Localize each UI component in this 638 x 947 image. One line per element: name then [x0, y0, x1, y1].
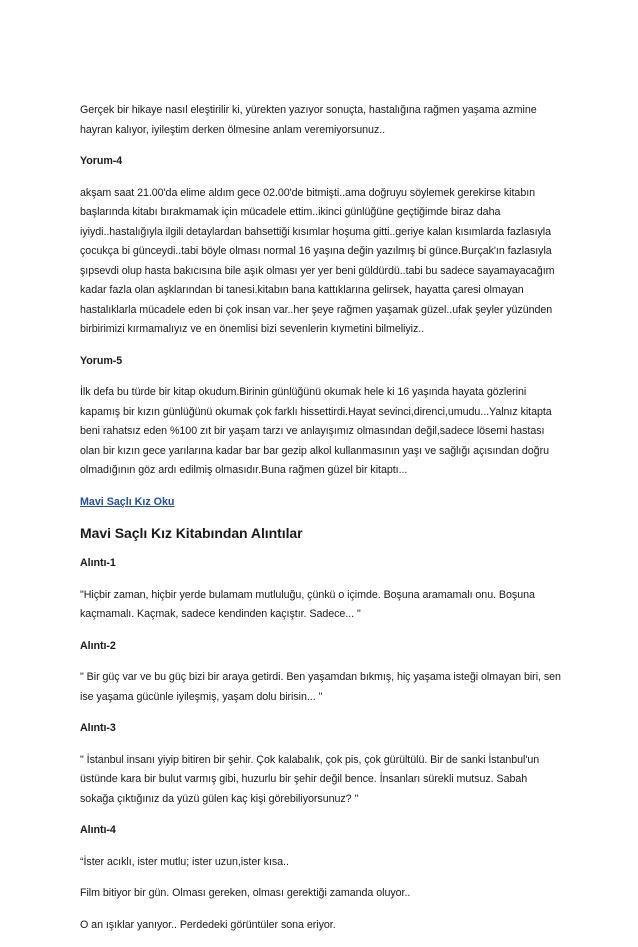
intro-paragraph: Gerçek bir hikaye nasıl eleştirilir ki, yürekten yazıyor sonuçta, hastalığına rağmen yaşama azmine hayran kalıyor, iyileştim derken ölmesine anlam veremiyorsunuz..: [80, 104, 537, 136]
yorum-4-heading: Yorum-4: [80, 155, 123, 167]
alinti-2-paragraph: " Bir güç var ve bu güç bizi bir araya getirdi. Ben yaşamdan bıkmış, hiç yaşama isteği olmayan biri, sen ise yaşama gücünle iyileşmiş, yaşam dolu birisin... ": [80, 671, 561, 703]
quotes-heading: Mavi Saçlı Kız Kitabından Alıntılar: [80, 525, 303, 541]
alinti-4-paragraph-3: O an ışıklar yanıyor.. Perdedeki görüntüler sona eriyor.: [80, 918, 336, 931]
yorum-4-paragraph: akşam saat 21.00'da elime aldım gece 02.00'de bitmişti..ama doğruyu söylemek gerekirse kitabın başlarında kitabı bırakmamak için mücadele ettim..ikinci günlüğüne geçtiğimde biraz daha iyiydi..hastalığıyla ilgili detaylardan bahsettiği kısımlar hoşuma gitti..geriye kalan kısımlarda fazlasıyla çocukça bi günceydi..tabi böyle olması normal 16 yaşına değin yazılmış bi günce.Burçak'ın fazlasıyla şıpsevdi olup hasta bakıcısına bile aşık olması yer yer beni güldürdü..tabi bu sadece sayamayacağım kadar fazla olan aşklarından bi tanesi.kitabın bana kattıklarına gelirsek, hayatta çaresi olmayan hastalıklarla mücadele eden bi çok insan var..her şeye rağmen yaşamak güzel..ufak şeyler yüzünden birbirimizi kırmamalıyız ve en önemlisi bizi sevenlerin kıymetini bilmeliyiz..: [80, 186, 555, 335]
alinti-1-paragraph: "Hiçbir zaman, hiçbir yerde bulamam mutluluğu, çünkü o içimde. Boşuna aramamalı onu. Boşuna kaçmamalı. Kaçmak, sadece kendinden kaçıştır. Sadece... ": [80, 588, 535, 620]
alinti-4-paragraph-2: Film bitiyor bir gün. Olması gereken, olması gerektiği zamanda oluyor..: [80, 887, 411, 899]
alinti-3-paragraph: " İstanbul insanı yiyip bitiren bir şehir. Çok kalabalık, çok pis, çok gürültülü. Bir de sanki İstanbul'un üstünde kara bir bulut varmış gibi, huzurlu bir şehir değil bence. İnsanları sürekli mutsuz. Sabah sokağa çıktığınız da yüzü gülen kaç kişi görebiliyorsunuz? ": [80, 753, 540, 805]
alinti-4-paragraph-1: “İster acıklı, ister mutlu; ister uzun,ister kısa..: [80, 855, 289, 868]
document-body: [80, 101, 576, 947]
yorum-5-heading: Yorum-5: [80, 354, 123, 367]
alinti-3-heading: Alıntı-3: [80, 722, 116, 734]
read-book-link[interactable]: Mavi Saçlı Kız Oku: [80, 495, 175, 508]
alinti-2-heading: Alıntı-2: [80, 639, 116, 652]
yorum-5-paragraph: İlk defa bu türde bir kitap okudum.Birinin günlüğünü okumak hele ki 16 yaşında hayata gözlerini kapamış bir kızın günlüğünü okumak çok farklı hissettirdi.Hayat sevinci,direnci,umudu...Yalnız kitapta beni rahatsız eden %100 zıt bir yaşam tarzı ve anlayışımız olmasından değil,sadece lösemi hastası olan bir kızın gece yarılarına kadar bar bar gezip alkol kullanmasının yaşı ve sağlığı açısından doğru olmadığının göz ardı edilmiş olmasıdır.Buna rağmen güzel bir kitaptı...: [80, 386, 552, 476]
alinti-1-heading: Alıntı-1: [80, 557, 116, 569]
alinti-4-heading: Alıntı-4: [80, 824, 116, 836]
